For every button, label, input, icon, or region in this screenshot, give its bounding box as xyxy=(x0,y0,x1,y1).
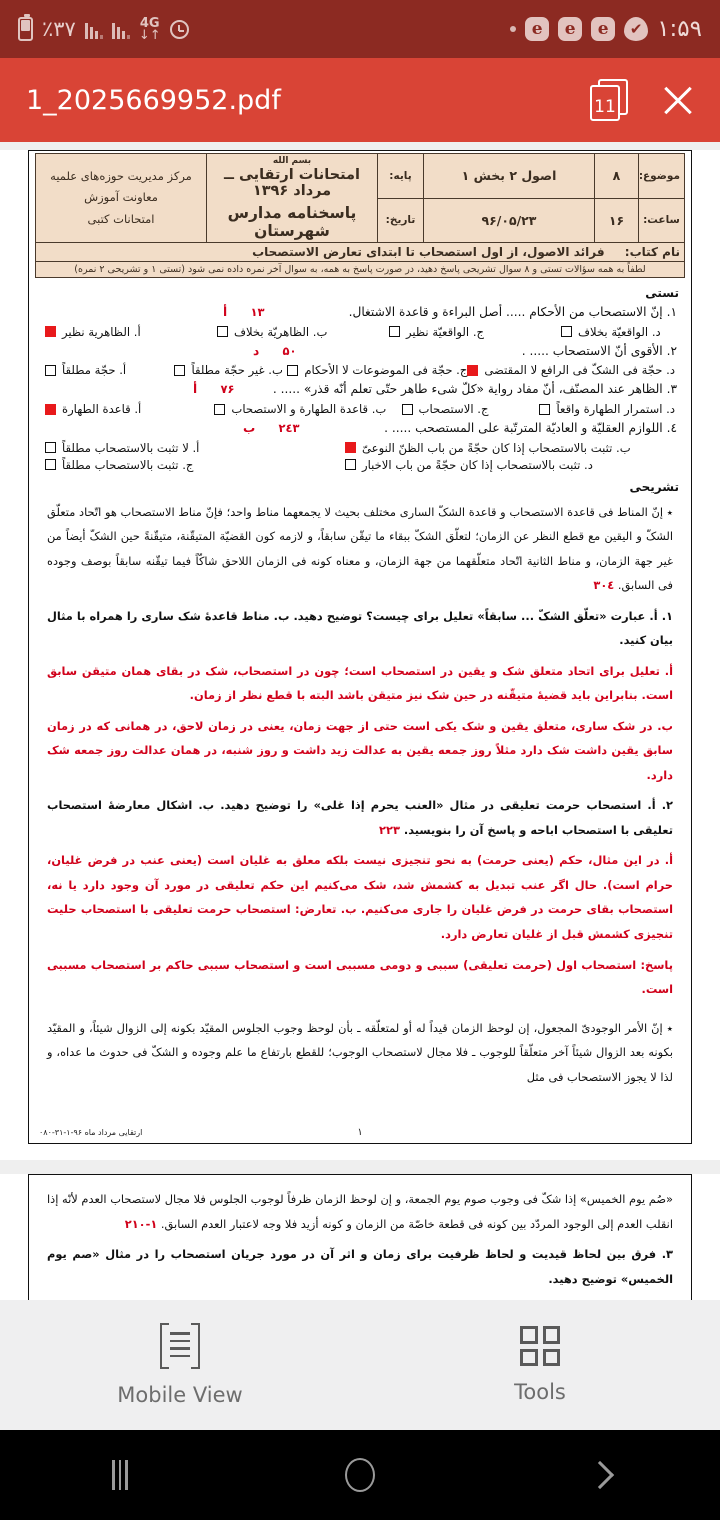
document-title: 1_2025669952.pdf xyxy=(26,84,281,116)
mcq-3-option-c-label: ج. الاستصحاب xyxy=(418,402,489,417)
notification-dot-icon xyxy=(510,26,516,32)
mcq-1-option-d[interactable] xyxy=(561,325,661,339)
mcq-3-option-b-checkbox[interactable] xyxy=(214,404,225,415)
book-row xyxy=(36,243,685,262)
mcq-1-option-c[interactable] xyxy=(389,325,561,339)
mobile-view-button[interactable] xyxy=(0,1300,360,1430)
exam-instructions: لطفاً به همه سؤالات تستی و ۸ سوال تشریحی پاسخ دهید، در صورت پاسخ به همه، به سوال آخر نمره داده نمی شود (تستی ۱ و تشریحی ۲ نمره) xyxy=(36,262,685,278)
mcq-4-options-row-1 xyxy=(45,441,675,455)
mcq-1-option-d-checkbox[interactable] xyxy=(561,326,572,337)
mcq-4-option-d[interactable] xyxy=(345,458,593,472)
essay-block-0 xyxy=(47,500,673,598)
tools-label: Tools xyxy=(514,1380,566,1404)
nav-recents-button[interactable] xyxy=(0,1430,240,1520)
page2-block-0-text: «صُم یوم الخمیس» إذا شکّ فى وجوب صوم یوم الجمعة، و إن لوحظ الزمان ظرفاً لوجوب الجلوس فلا مجال لاستصحاب العدم لأنّه إذا انقلب العدم إلى الوجود المردّد بین کونه فى قطعة خاصّة من الزمان و کونه أزید فلا وجه لاعتبار العدم السابق. xyxy=(47,1192,673,1231)
clock-label: ۱:۵۹ xyxy=(657,16,702,42)
mcq-3-page-ref: ۷۶ xyxy=(220,382,235,397)
mcq-4-option-c[interactable] xyxy=(45,458,345,472)
mobile-view-label: Mobile View xyxy=(117,1383,243,1407)
mcq-2-option-a[interactable] xyxy=(45,363,174,377)
data-arrows-icon: ↓↑ xyxy=(138,27,161,43)
mcq-2-option-d-checkbox[interactable] xyxy=(467,365,478,376)
mcq-1-page-ref: ۱۳ xyxy=(250,305,265,319)
network-type-label: 4G xyxy=(139,15,160,31)
mcq-1-option-c-checkbox[interactable] xyxy=(389,326,400,337)
app-badge-1-icon: e xyxy=(525,17,549,41)
essay-section-title: تشریحی xyxy=(629,479,679,494)
signal-bars-icon xyxy=(85,19,103,39)
exam-title-cell xyxy=(207,154,378,243)
mcq-4-option-c-label: ج. تثبت بالاستصحاب مطلقاً xyxy=(62,457,194,472)
mcq-2-option-a-label: أ. حجّة مطلقاً xyxy=(62,363,127,378)
field-value-1-a: ۹۶/۰۵/۲۳ xyxy=(424,198,595,243)
page2-block-0-ref: ۱-۲۱۰ xyxy=(124,1216,158,1231)
close-icon[interactable] xyxy=(658,80,698,120)
mcq-3-option-a-checkbox[interactable] xyxy=(45,404,56,415)
alarm-icon xyxy=(170,20,189,39)
essay-question-2 xyxy=(47,793,673,842)
mcq-1-answer-key: أ xyxy=(223,305,228,319)
mcq-2-option-b-checkbox[interactable] xyxy=(174,365,185,376)
bismillah-text: بسم الله xyxy=(272,156,312,166)
document-viewport[interactable] xyxy=(0,142,720,1300)
mcq-4-page-ref: ۲٤۳ xyxy=(278,421,300,436)
battery-icon xyxy=(18,17,33,41)
recents-icon xyxy=(112,1460,128,1490)
mcq-1-option-d-label: د. الواقعیّة بخلاف xyxy=(578,324,661,339)
check-badge-icon: ✔ xyxy=(624,17,648,41)
organization-cell xyxy=(36,154,207,243)
page-count-icon[interactable] xyxy=(590,79,628,121)
mcq-3-option-c-checkbox[interactable] xyxy=(402,404,413,415)
page-count-label: 11 xyxy=(590,85,620,121)
field-label-0-a: پایه: xyxy=(378,154,424,199)
mcq-4-option-b-checkbox[interactable] xyxy=(345,442,356,453)
mcq-1-option-c-label: ج. الواقعیّة نظیر xyxy=(406,324,484,339)
mcq-4-option-a[interactable] xyxy=(45,441,345,455)
home-icon xyxy=(345,1458,375,1492)
mcq-2-option-d-label: د. حجّة فی الشکّ فی الرافع لا المقتضی xyxy=(484,363,675,378)
mcq-3-option-c[interactable] xyxy=(402,402,540,416)
mcq-3-option-d-label: د. استمرار الطهارة واقعاً xyxy=(556,402,675,417)
org-line-1: معاونت آموزش xyxy=(84,190,158,205)
book-label: نام کتاب: xyxy=(624,245,680,259)
page-1-footer xyxy=(39,1128,681,1137)
mcq-3-text: ۳. الظاهر عند المصنّف، أنّ مفاد روایة «کلّ شیء طاهر حتّى تعلم أنّه قذر» ..... . xyxy=(272,382,677,397)
mcq-3-option-b[interactable] xyxy=(214,402,401,416)
document-outline-icon xyxy=(160,1323,200,1369)
mcq-2-option-d[interactable] xyxy=(467,363,675,377)
essay-block-0-text: ٭ إنّ المناط فی قاعدة الاستصحاب و قاعدة الشکّ السارى مختلف بحیث لا یجمعهما مناط واحد؛ فإنّ مناط الاستصحاب هو اتّحاد متعلّق الشکّ و الیقین مع قطع النظر عن الزمان؛ لتعلّق الشکّ ببقاء ما تیقّن سابقاً، و لازمه کون القضیّة المتیقّنة، متیقّنةً حین الشکّ أیضاً من غیر جهة الزمان، و مناط الثانیة اتّحاد متعلّقهما من جهة الزمان، و معناه کونه فی الزمان اللاحق شاکّاً فیما تیقّنه سابقاً بوصف وجوده فی السابق. xyxy=(47,504,673,593)
mcq-4-answer-key: ب xyxy=(243,421,256,436)
exam-title: امتحانات ارتقایی ــ مرداد ۱۳۹۶ xyxy=(224,167,360,199)
mcq-section-title: تستی xyxy=(645,286,679,300)
mcq-2-option-b[interactable] xyxy=(174,363,287,377)
app-badge-2-icon: e xyxy=(558,17,582,41)
mcq-2-option-b-label: ب. غیر حجّة مطلقاً xyxy=(191,363,283,378)
mcq-4-options-row-2 xyxy=(45,458,675,472)
mcq-2-option-c-label: ج. حجّة فی الموضوعات لا الأحکام xyxy=(304,363,468,378)
mcq-2-option-a-checkbox[interactable] xyxy=(45,365,56,376)
essay-answer-2b: پاسخ: استصحاب اول (حرمت تعلیقی) سببی و دومی مسببی است و استصحاب سببی حاکم بر استصحاب مسببی است. xyxy=(47,957,673,997)
mcq-question-2 xyxy=(43,343,677,361)
essay-answer-2a: أ. در این مثال، حکم (یعنی حرمت) به نحو تنجیزی نیست بلکه معلق به غلیان است (یعنی عنب در فرض غلیان، حرام است). حال اگر عنب تبدیل به کشمش شد، شک می‌کنیم این حکم تعلیقی در مورد آن وجود دارد یا نه، استصحاب بقای حرمت در فرض غلیان را جاری می‌کنیم. ب. تعارض: استصحاب حرمت تعلیقی با استصحاب حلیت تنجیزی کشمش قبل از غلیان تعارض دارد. xyxy=(47,853,673,941)
mcq-1-option-a[interactable] xyxy=(45,325,217,339)
page-1-sheet xyxy=(28,150,692,1144)
mcq-4-option-b-label: ب. تثبت بالاستصحاب إذا کان حجّةً من باب الظنّ النوعیّ xyxy=(362,440,631,455)
essay-block-0-ref: ۳۰٤ xyxy=(593,578,615,593)
mcq-1-option-b-checkbox[interactable] xyxy=(217,326,228,337)
bottom-toolbar xyxy=(0,1300,720,1430)
mcq-2-option-c-checkbox[interactable] xyxy=(287,365,298,376)
network-4g-icon xyxy=(139,17,161,42)
tools-button[interactable] xyxy=(360,1300,720,1430)
mcq-1-options xyxy=(45,325,675,339)
essay-question-2-text: ۲. أ. استصحاب حرمت تعلیقی در مثال «العنب یحرم إذا غلى» را توضیح دهید. ب. اشکال معارضهٔ استصحاب تعلیقی با استصحاب اباحه و پاسخ آن را بنویسید. xyxy=(47,798,673,837)
mcq-2-option-c[interactable] xyxy=(287,363,467,377)
exam-subtitle: پاسخنامه مدارس شهرستان xyxy=(227,204,357,240)
footer-code: ارتقایی مرداد ماه ۹۶-۱-۳۱-۰۸۰ xyxy=(39,1128,143,1137)
android-nav-bar xyxy=(0,1430,720,1520)
app-badge-3-icon: e xyxy=(591,17,615,41)
mcq-question-4 xyxy=(43,420,677,438)
mcq-question-1 xyxy=(43,304,677,322)
status-bar-left xyxy=(18,17,189,42)
grid-icon xyxy=(520,1326,560,1366)
mcq-2-options xyxy=(45,363,675,377)
mcq-4-option-d-label: د. تثبت بالاستصحاب إذا کان حجّةً من باب الاخبار xyxy=(362,457,593,472)
pdf-page-1 xyxy=(0,150,720,1160)
mcq-1-text: ۱. إنّ الاستصحاب من الأحکام ..... أصل البراءة و قاعدة الاشتغال. xyxy=(348,305,677,319)
mcq-3-option-b-label: ب. قاعدة الطهارة و الاستصحاب xyxy=(231,402,387,417)
nav-home-button[interactable] xyxy=(240,1430,480,1520)
mcq-4-option-a-checkbox[interactable] xyxy=(45,442,56,453)
battery-percent-label: ٪۳۷ xyxy=(42,17,76,41)
mcq-3-options xyxy=(45,402,675,416)
page2-question-3: ۳. فرق بین لحاظ قیدیت و لحاظ ظرفیت برای زمان و اثر آن در مورد جریان استصحاب را در مثال «صم یوم الخمیس» توضیح دهید. xyxy=(47,1247,673,1286)
mcq-3-answer-key: أ xyxy=(193,382,198,397)
org-line-0: مرکز مدیریت حوزه‌های علمیه xyxy=(50,169,192,184)
app-header-bar xyxy=(0,58,720,142)
status-bar-right xyxy=(510,16,702,42)
book-value: فرائد الاصول، از اول استصحاب تا ابتدای تعارض الاستصحاب xyxy=(252,245,605,259)
essay-question-1: ۱. أ. عبارت «تعلّق الشکّ ... سابقاً» تعلیل برای چیست؟ توضیح دهید. ب. مناط قاعدهٔ شک سارى را همراه با مثال بیان کنید. xyxy=(47,608,673,648)
mcq-3-option-d-checkbox[interactable] xyxy=(539,404,550,415)
field-label-0-b: موضوع: xyxy=(639,154,685,199)
mcq-question-3 xyxy=(43,381,677,399)
mcq-2-page-ref: ۵۰ xyxy=(282,343,297,358)
mcq-1-option-b[interactable] xyxy=(217,325,389,339)
mcq-3-option-a[interactable] xyxy=(45,402,214,416)
essay-block-7: ٭ إنّ الأمر الوجودیّ المجعول، إن لوحظ الزمان قیداً له أو لمتعلّقه ـ بأن لوحظ وجوب الجلوس المقیّد بکونه إلى الزوال شیئاً، و المقیّد بکونه بعد الزوال شیئاً آخر متعلّقاً للوجوب ـ فلا مجال لاستصحاب الوجوب؛ للقطع بارتفاع ما علم وجوده و الشکّ فی حدوث ما عداه، و لذا لا یجوز الاستصحاب فی مثل xyxy=(47,1020,673,1084)
mcq-4-text: ٤. اللوازم العقلیّة و العادیّة المترتّبة على المستصحب ..... . xyxy=(384,421,677,436)
exam-header-table xyxy=(35,153,685,278)
field-value-1-b: ۱۶ xyxy=(595,198,639,243)
footer-page-number: ۱ xyxy=(357,1127,363,1138)
mcq-1-option-b-label: ب. الظاهریّة بخلاف xyxy=(234,324,328,339)
signal-bars-icon-2 xyxy=(112,19,130,39)
mcq-4-option-c-checkbox[interactable] xyxy=(45,459,56,470)
mcq-3-option-a-label: أ. قاعدة الطهارة xyxy=(62,402,142,417)
app-header-actions xyxy=(590,79,698,121)
status-bar xyxy=(0,0,720,58)
mcq-4-option-d-checkbox[interactable] xyxy=(345,459,356,470)
field-value-0-a: اصول ۲ بخش ۱ xyxy=(424,154,595,199)
field-label-1-b: ساعت: xyxy=(639,198,685,243)
mcq-2-text: ۲. الأقوى أنّ الاستصحاب ..... . xyxy=(521,343,677,358)
field-label-1-a: تاریخ: xyxy=(378,198,424,243)
org-line-2: امتحانات کتبی xyxy=(87,211,155,226)
mcq-1-option-a-label: أ. الظاهریة نظیر xyxy=(62,324,141,339)
field-value-0-b: ۸ xyxy=(595,154,639,199)
mcq-4-option-b[interactable] xyxy=(345,441,631,455)
essay-answer-1b: ب. در شک سارى، متعلق یقین و شک یکی است حتی از جهت زمان، یعنی در زمان لاحق، در همانی که در زمان سابق یقین داشت شک دارد مثلاً روز جمعه یقین به عدالت زید داشت و روز شنبه، در همان عدالت روز جمعه شک دارد. xyxy=(47,718,673,782)
mcq-2-answer-key: د xyxy=(253,343,260,358)
mcq-4-option-a-label: أ. لا تثبت بالاستصحاب مطلقاً xyxy=(62,440,200,455)
page2-block-0 xyxy=(47,1187,673,1236)
mcq-1-option-a-checkbox[interactable] xyxy=(45,326,56,337)
mcq-3-option-d[interactable] xyxy=(539,402,675,416)
essay-answer-1a: أ. تعلیل برای اتحاد متعلق شک و یقین در استصحاب است؛ چون در استصحاب، شک در بقای همان متیقن سابق است. بنابراین باید قضیهٔ متیقّنه در حین شک نیز متیقن باشد البته با قطع نظر از زمان. xyxy=(47,663,673,703)
essay-question-2-ref: ۲۲۳ xyxy=(379,822,400,837)
nav-back-button[interactable] xyxy=(480,1430,720,1520)
back-chevron-icon xyxy=(586,1461,614,1489)
